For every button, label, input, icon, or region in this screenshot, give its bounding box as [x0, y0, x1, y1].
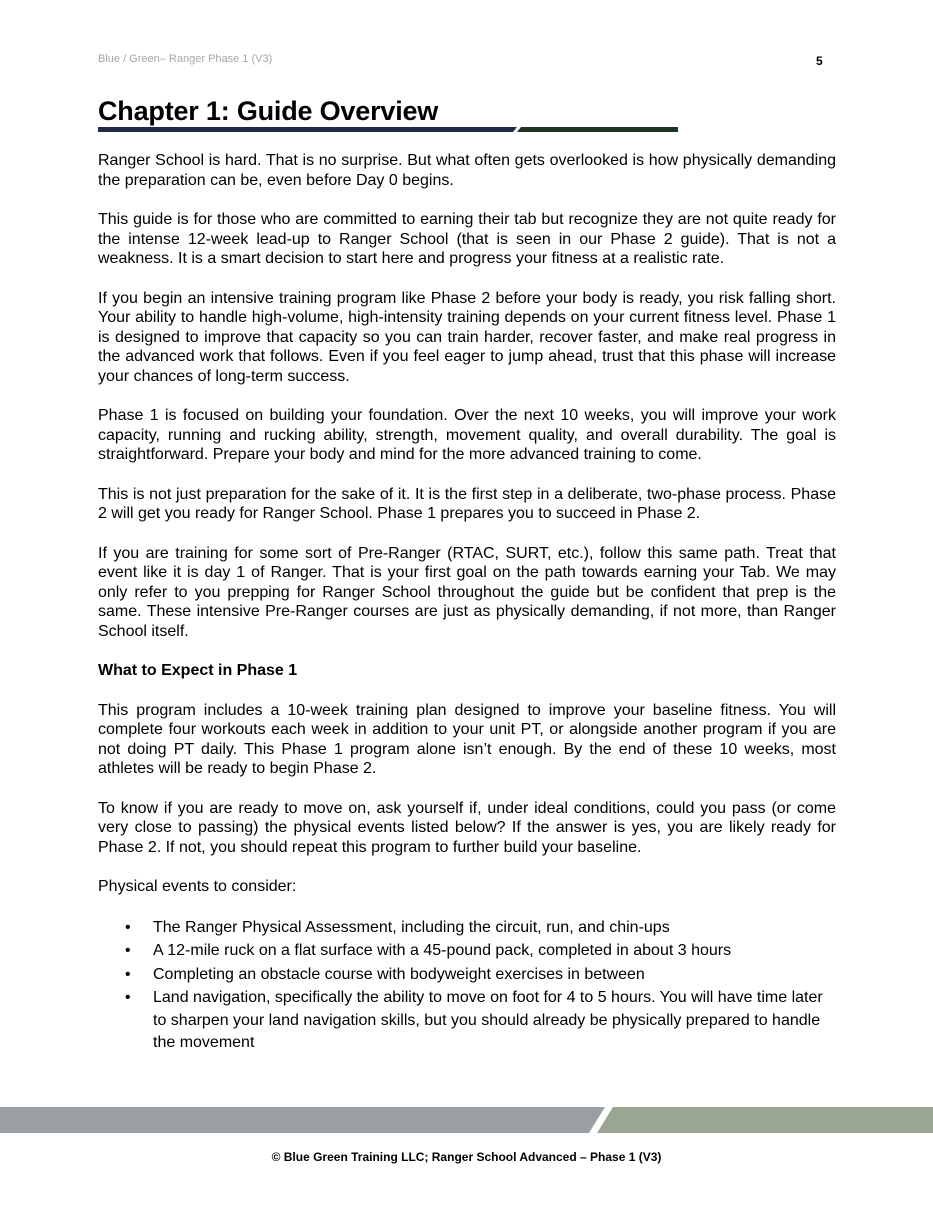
footer-band-gray-segment — [0, 1107, 605, 1133]
footer-band-green-segment — [597, 1107, 933, 1133]
body-content — [98, 151, 836, 1056]
paragraph: Phase 1 is focused on building your foundation. Over the next 10 weeks, you will improve your work capacity, running and rucking ability, strength, movement quality, and overall durability. The goal is straightforward. Prepare your body and mind for the more advanced training to come. — [98, 407, 836, 463]
bullet-icon: • — [125, 989, 131, 1006]
section-heading: What to Expect in Phase 1 — [98, 662, 298, 679]
chapter-title: Chapter 1: Guide Overview — [98, 96, 439, 126]
running-header: Blue / Green– Ranger Phase 1 (V3) — [98, 53, 273, 65]
list-item — [125, 940, 836, 963]
list-item — [125, 987, 836, 1055]
bullet-icon: • — [125, 965, 131, 983]
list-item — [125, 917, 836, 940]
paragraph: This program includes a 10-week training plan designed to improve your baseline fitness. You will complete four workouts each week in addition to your unit PT, or alongside another program if you are not doing PT daily. This Phase 1 program alone isn’t enough. By the end of these 10 weeks, most athletes will be ready to begin Phase 2. — [98, 701, 836, 777]
list-item — [125, 964, 836, 987]
paragraph: If you begin an intensive training program like Phase 2 before your body is ready, you risk falling short. Your ability to handle high-volume, high-intensity training depends on your current fitness level. Phase 1 is designed to improve that capacity so you can train harder, recover faster, and make real progress in the advanced work that follows. Even if you feel eager to jump ahead, trust that this phase will increase your chances of long-term success. — [98, 289, 836, 385]
footer-copyright: © Blue Green Training LLC; Ranger School Advanced – Phase 1 (V3) — [271, 1150, 662, 1164]
title-rule-blue-segment — [98, 127, 517, 132]
list-intro: Physical events to consider: — [98, 878, 297, 895]
paragraph: This is not just preparation for the sake of it. It is the first step in a deliberate, two-phase process. Phase 2 will get you ready for Ranger School. Phase 1 prepares you to succeed in Phase 2. — [98, 485, 836, 522]
physical-events-list — [98, 917, 836, 1055]
title-underline-rule — [98, 126, 678, 134]
paragraph: To know if you are ready to move on, ask yourself if, under ideal conditions, could you pass (or come very close to passing) the physical events listed below? If the answer is yes, you are likely ready for Phase 2. If not, you should repeat this program to further build your baseline. — [98, 799, 836, 856]
page-number: 5 — [816, 54, 823, 68]
list-item-text: Land navigation, specifically the ability to move on foot for 4 to 5 hours. You will have time later to sharpen your land navigation skills, but you should already be physically prepared to handle the movement — [153, 989, 823, 1051]
paragraph: This guide is for those who are committed to earning their tab but recognize they are not quite ready for the intense 12-week lead-up to Ranger School (that is seen in our Phase 2 guide). That is not a weakness. It is a smart decision to start here and progress your fitness at a realistic rate. — [98, 211, 836, 267]
paragraph: If you are training for some sort of Pre-Ranger (RTAC, SURT, etc.), follow this same path. Treat that event like it is day 1 of Ranger. That is your first goal on the path towards earning your Tab. We may only refer to you prepping for Ranger School throughout the guide but be confident that prep is the same. These intensive Pre-Ranger courses are just as physically demanding, if not more, than Ranger School itself. — [98, 544, 836, 640]
list-item-text: The Ranger Physical Assessment, including the circuit, run, and chin-ups — [153, 918, 670, 936]
title-rule-green-segment — [517, 127, 678, 132]
list-item-text: A 12-mile ruck on a flat surface with a 45-pound pack, completed in about 3 hours — [153, 942, 732, 959]
footer-band — [0, 1107, 933, 1133]
bullet-icon: • — [125, 918, 131, 936]
bullet-icon: • — [125, 942, 131, 959]
paragraph: Ranger School is hard. That is no surprise. But what often gets overlooked is how physically demanding the preparation can be, even before Day 0 begins. — [98, 152, 836, 189]
list-item-text: Completing an obstacle course with bodyweight exercises in between — [153, 965, 645, 983]
